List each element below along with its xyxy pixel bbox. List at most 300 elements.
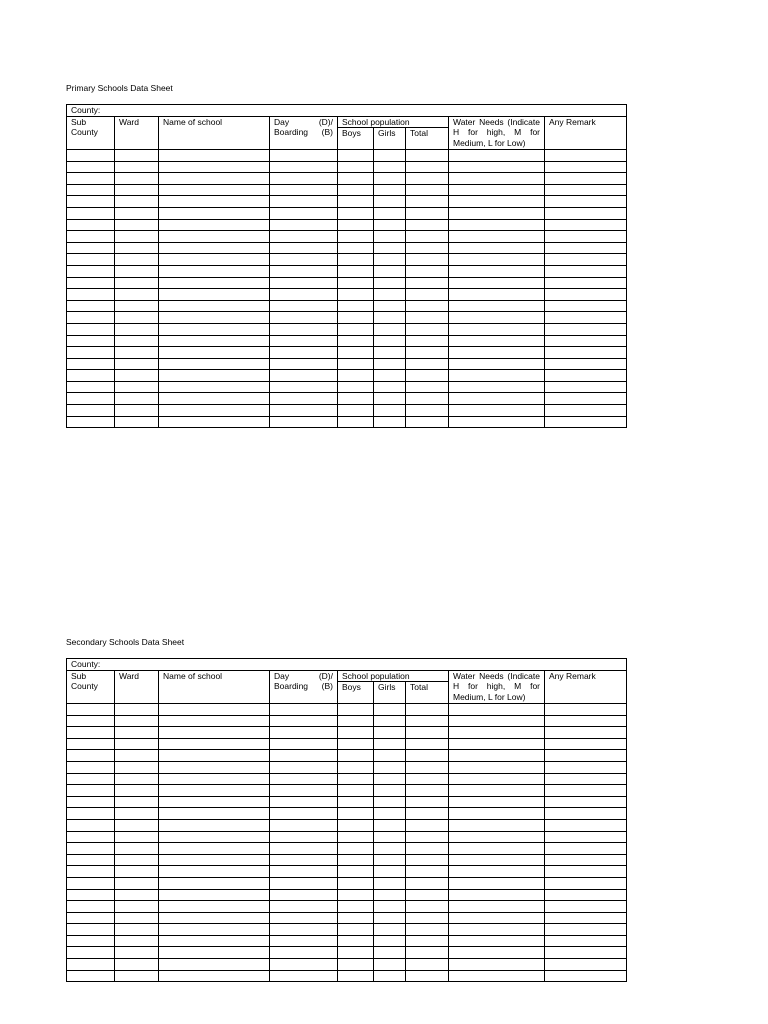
table-cell[interactable] bbox=[374, 970, 406, 982]
table-cell[interactable] bbox=[67, 808, 115, 820]
table-cell[interactable] bbox=[545, 819, 627, 831]
table-cell[interactable] bbox=[338, 773, 374, 785]
table-cell[interactable] bbox=[115, 738, 159, 750]
table-cell[interactable] bbox=[449, 877, 545, 889]
table-cell[interactable] bbox=[270, 877, 338, 889]
table-cell[interactable] bbox=[338, 207, 374, 219]
table-cell[interactable] bbox=[67, 831, 115, 843]
table-cell[interactable] bbox=[338, 219, 374, 231]
table-cell[interactable] bbox=[449, 173, 545, 185]
table-cell[interactable] bbox=[374, 947, 406, 959]
table-cell[interactable] bbox=[374, 393, 406, 405]
table-cell[interactable] bbox=[545, 173, 627, 185]
table-cell[interactable] bbox=[449, 277, 545, 289]
table-cell[interactable] bbox=[159, 150, 270, 162]
table-cell[interactable] bbox=[449, 312, 545, 324]
table-cell[interactable] bbox=[115, 808, 159, 820]
table-cell[interactable] bbox=[374, 843, 406, 855]
table-cell[interactable] bbox=[449, 819, 545, 831]
table-cell[interactable] bbox=[270, 196, 338, 208]
table-cell[interactable] bbox=[449, 970, 545, 982]
table-cell[interactable] bbox=[449, 935, 545, 947]
table-cell[interactable] bbox=[406, 265, 449, 277]
table-cell[interactable] bbox=[270, 347, 338, 359]
table-cell[interactable] bbox=[545, 704, 627, 716]
table-cell[interactable] bbox=[270, 808, 338, 820]
table-cell[interactable] bbox=[374, 912, 406, 924]
table-cell[interactable] bbox=[449, 231, 545, 243]
table-cell[interactable] bbox=[115, 405, 159, 417]
table-cell[interactable] bbox=[338, 912, 374, 924]
table-cell[interactable] bbox=[374, 173, 406, 185]
table-cell[interactable] bbox=[159, 866, 270, 878]
table-cell[interactable] bbox=[338, 819, 374, 831]
table-cell[interactable] bbox=[545, 912, 627, 924]
table-cell[interactable] bbox=[115, 843, 159, 855]
table-cell[interactable] bbox=[545, 843, 627, 855]
table-cell[interactable] bbox=[338, 161, 374, 173]
table-cell[interactable] bbox=[449, 265, 545, 277]
table-cell[interactable] bbox=[374, 335, 406, 347]
table-cell[interactable] bbox=[270, 207, 338, 219]
table-cell[interactable] bbox=[374, 819, 406, 831]
table-cell[interactable] bbox=[159, 831, 270, 843]
table-cell[interactable] bbox=[67, 254, 115, 266]
table-cell[interactable] bbox=[406, 416, 449, 428]
table-cell[interactable] bbox=[159, 161, 270, 173]
table-cell[interactable] bbox=[449, 335, 545, 347]
table-cell[interactable] bbox=[338, 381, 374, 393]
table-cell[interactable] bbox=[115, 761, 159, 773]
table-cell[interactable] bbox=[406, 381, 449, 393]
table-cell[interactable] bbox=[545, 265, 627, 277]
table-cell[interactable] bbox=[338, 866, 374, 878]
table-cell[interactable] bbox=[67, 796, 115, 808]
table-cell[interactable] bbox=[449, 924, 545, 936]
table-cell[interactable] bbox=[406, 312, 449, 324]
table-cell[interactable] bbox=[115, 184, 159, 196]
table-cell[interactable] bbox=[159, 889, 270, 901]
table-cell[interactable] bbox=[159, 254, 270, 266]
table-cell[interactable] bbox=[545, 335, 627, 347]
table-cell[interactable] bbox=[270, 901, 338, 913]
table-cell[interactable] bbox=[159, 184, 270, 196]
table-cell[interactable] bbox=[270, 300, 338, 312]
table-cell[interactable] bbox=[374, 196, 406, 208]
table-cell[interactable] bbox=[338, 704, 374, 716]
table-cell[interactable] bbox=[374, 924, 406, 936]
table-cell[interactable] bbox=[115, 947, 159, 959]
table-cell[interactable] bbox=[406, 866, 449, 878]
table-cell[interactable] bbox=[159, 901, 270, 913]
table-cell[interactable] bbox=[338, 831, 374, 843]
table-cell[interactable] bbox=[338, 196, 374, 208]
table-cell[interactable] bbox=[374, 405, 406, 417]
table-cell[interactable] bbox=[338, 738, 374, 750]
table-cell[interactable] bbox=[374, 854, 406, 866]
table-cell[interactable] bbox=[270, 750, 338, 762]
table-cell[interactable] bbox=[159, 242, 270, 254]
table-cell[interactable] bbox=[545, 277, 627, 289]
table-cell[interactable] bbox=[270, 161, 338, 173]
table-cell[interactable] bbox=[115, 831, 159, 843]
table-cell[interactable] bbox=[338, 877, 374, 889]
table-cell[interactable] bbox=[449, 843, 545, 855]
table-cell[interactable] bbox=[159, 970, 270, 982]
table-cell[interactable] bbox=[449, 750, 545, 762]
table-cell[interactable] bbox=[338, 901, 374, 913]
table-cell[interactable] bbox=[449, 785, 545, 797]
table-cell[interactable] bbox=[115, 901, 159, 913]
table-cell[interactable] bbox=[270, 819, 338, 831]
table-cell[interactable] bbox=[338, 715, 374, 727]
table-cell[interactable] bbox=[374, 161, 406, 173]
table-cell[interactable] bbox=[406, 889, 449, 901]
table-cell[interactable] bbox=[67, 196, 115, 208]
table-cell[interactable] bbox=[449, 370, 545, 382]
table-cell[interactable] bbox=[67, 959, 115, 971]
table-cell[interactable] bbox=[67, 150, 115, 162]
table-cell[interactable] bbox=[159, 843, 270, 855]
table-cell[interactable] bbox=[449, 161, 545, 173]
table-cell[interactable] bbox=[159, 959, 270, 971]
table-cell[interactable] bbox=[115, 866, 159, 878]
table-cell[interactable] bbox=[67, 161, 115, 173]
table-cell[interactable] bbox=[374, 381, 406, 393]
table-cell[interactable] bbox=[159, 704, 270, 716]
table-cell[interactable] bbox=[545, 370, 627, 382]
table-cell[interactable] bbox=[115, 173, 159, 185]
table-cell[interactable] bbox=[338, 150, 374, 162]
table-cell[interactable] bbox=[338, 254, 374, 266]
table-cell[interactable] bbox=[406, 808, 449, 820]
table-cell[interactable] bbox=[545, 416, 627, 428]
table-cell[interactable] bbox=[159, 854, 270, 866]
table-cell[interactable] bbox=[406, 173, 449, 185]
table-cell[interactable] bbox=[406, 323, 449, 335]
table-cell[interactable] bbox=[270, 912, 338, 924]
table-cell[interactable] bbox=[338, 796, 374, 808]
table-cell[interactable] bbox=[270, 715, 338, 727]
table-cell[interactable] bbox=[449, 889, 545, 901]
table-cell[interactable] bbox=[545, 405, 627, 417]
table-cell[interactable] bbox=[545, 347, 627, 359]
table-cell[interactable] bbox=[159, 300, 270, 312]
table-cell[interactable] bbox=[449, 715, 545, 727]
table-cell[interactable] bbox=[545, 854, 627, 866]
table-cell[interactable] bbox=[115, 323, 159, 335]
table-cell[interactable] bbox=[406, 405, 449, 417]
table-cell[interactable] bbox=[406, 335, 449, 347]
table-cell[interactable] bbox=[159, 231, 270, 243]
table-cell[interactable] bbox=[406, 901, 449, 913]
table-cell[interactable] bbox=[449, 347, 545, 359]
table-cell[interactable] bbox=[115, 300, 159, 312]
table-cell[interactable] bbox=[67, 715, 115, 727]
table-cell[interactable] bbox=[159, 347, 270, 359]
table-cell[interactable] bbox=[270, 323, 338, 335]
table-cell[interactable] bbox=[338, 947, 374, 959]
table-cell[interactable] bbox=[406, 231, 449, 243]
table-cell[interactable] bbox=[449, 323, 545, 335]
table-cell[interactable] bbox=[545, 715, 627, 727]
table-cell[interactable] bbox=[115, 877, 159, 889]
table-cell[interactable] bbox=[374, 959, 406, 971]
table-cell[interactable] bbox=[338, 265, 374, 277]
table-cell[interactable] bbox=[374, 738, 406, 750]
table-cell[interactable] bbox=[374, 866, 406, 878]
table-cell[interactable] bbox=[545, 959, 627, 971]
table-cell[interactable] bbox=[115, 219, 159, 231]
table-cell[interactable] bbox=[115, 704, 159, 716]
table-cell[interactable] bbox=[115, 393, 159, 405]
table-cell[interactable] bbox=[374, 831, 406, 843]
table-cell[interactable] bbox=[67, 323, 115, 335]
table-cell[interactable] bbox=[270, 150, 338, 162]
table-cell[interactable] bbox=[115, 727, 159, 739]
table-cell[interactable] bbox=[115, 265, 159, 277]
table-cell[interactable] bbox=[545, 877, 627, 889]
table-cell[interactable] bbox=[67, 335, 115, 347]
table-cell[interactable] bbox=[406, 738, 449, 750]
table-cell[interactable] bbox=[270, 265, 338, 277]
table-cell[interactable] bbox=[67, 219, 115, 231]
table-cell[interactable] bbox=[338, 761, 374, 773]
table-cell[interactable] bbox=[270, 761, 338, 773]
table-cell[interactable] bbox=[545, 785, 627, 797]
table-cell[interactable] bbox=[270, 242, 338, 254]
table-cell[interactable] bbox=[449, 184, 545, 196]
table-cell[interactable] bbox=[115, 750, 159, 762]
table-cell[interactable] bbox=[406, 715, 449, 727]
table-cell[interactable] bbox=[67, 889, 115, 901]
table-cell[interactable] bbox=[338, 347, 374, 359]
table-cell[interactable] bbox=[115, 889, 159, 901]
table-cell[interactable] bbox=[115, 289, 159, 301]
table-cell[interactable] bbox=[338, 231, 374, 243]
table-cell[interactable] bbox=[449, 947, 545, 959]
table-cell[interactable] bbox=[115, 773, 159, 785]
table-cell[interactable] bbox=[338, 854, 374, 866]
table-cell[interactable] bbox=[374, 704, 406, 716]
table-cell[interactable] bbox=[545, 323, 627, 335]
table-cell[interactable] bbox=[406, 843, 449, 855]
table-cell[interactable] bbox=[374, 300, 406, 312]
table-cell[interactable] bbox=[338, 300, 374, 312]
table-cell[interactable] bbox=[67, 370, 115, 382]
table-cell[interactable] bbox=[338, 242, 374, 254]
table-cell[interactable] bbox=[374, 416, 406, 428]
table-cell[interactable] bbox=[545, 161, 627, 173]
table-cell[interactable] bbox=[338, 843, 374, 855]
table-cell[interactable] bbox=[406, 785, 449, 797]
table-cell[interactable] bbox=[374, 750, 406, 762]
table-cell[interactable] bbox=[406, 150, 449, 162]
table-cell[interactable] bbox=[545, 300, 627, 312]
table-cell[interactable] bbox=[67, 289, 115, 301]
table-cell[interactable] bbox=[159, 173, 270, 185]
table-cell[interactable] bbox=[159, 785, 270, 797]
table-cell[interactable] bbox=[159, 393, 270, 405]
table-cell[interactable] bbox=[159, 265, 270, 277]
table-cell[interactable] bbox=[67, 819, 115, 831]
table-cell[interactable] bbox=[115, 335, 159, 347]
table-cell[interactable] bbox=[406, 947, 449, 959]
table-cell[interactable] bbox=[115, 924, 159, 936]
table-cell[interactable] bbox=[374, 370, 406, 382]
table-cell[interactable] bbox=[374, 358, 406, 370]
table-cell[interactable] bbox=[545, 796, 627, 808]
table-cell[interactable] bbox=[67, 935, 115, 947]
table-cell[interactable] bbox=[406, 347, 449, 359]
table-cell[interactable] bbox=[374, 773, 406, 785]
table-cell[interactable] bbox=[338, 184, 374, 196]
table-cell[interactable] bbox=[67, 312, 115, 324]
table-cell[interactable] bbox=[338, 959, 374, 971]
table-cell[interactable] bbox=[449, 254, 545, 266]
table-cell[interactable] bbox=[374, 808, 406, 820]
table-cell[interactable] bbox=[374, 219, 406, 231]
table-cell[interactable] bbox=[338, 889, 374, 901]
table-cell[interactable] bbox=[406, 358, 449, 370]
table-cell[interactable] bbox=[374, 277, 406, 289]
table-cell[interactable] bbox=[115, 347, 159, 359]
table-cell[interactable] bbox=[159, 924, 270, 936]
table-cell[interactable] bbox=[449, 808, 545, 820]
table-cell[interactable] bbox=[449, 242, 545, 254]
table-cell[interactable] bbox=[338, 970, 374, 982]
table-cell[interactable] bbox=[449, 761, 545, 773]
table-cell[interactable] bbox=[406, 854, 449, 866]
table-cell[interactable] bbox=[374, 184, 406, 196]
table-cell[interactable] bbox=[338, 289, 374, 301]
table-cell[interactable] bbox=[159, 877, 270, 889]
table-cell[interactable] bbox=[545, 381, 627, 393]
table-cell[interactable] bbox=[545, 289, 627, 301]
table-cell[interactable] bbox=[406, 704, 449, 716]
table-cell[interactable] bbox=[449, 727, 545, 739]
table-cell[interactable] bbox=[270, 704, 338, 716]
table-cell[interactable] bbox=[406, 819, 449, 831]
table-cell[interactable] bbox=[270, 335, 338, 347]
table-cell[interactable] bbox=[159, 323, 270, 335]
table-cell[interactable] bbox=[270, 843, 338, 855]
table-cell[interactable] bbox=[67, 866, 115, 878]
table-cell[interactable] bbox=[406, 254, 449, 266]
table-cell[interactable] bbox=[545, 889, 627, 901]
table-cell[interactable] bbox=[449, 959, 545, 971]
table-cell[interactable] bbox=[159, 808, 270, 820]
table-cell[interactable] bbox=[67, 381, 115, 393]
table-cell[interactable] bbox=[270, 370, 338, 382]
table-cell[interactable] bbox=[159, 219, 270, 231]
table-cell[interactable] bbox=[338, 323, 374, 335]
table-cell[interactable] bbox=[545, 393, 627, 405]
table-cell[interactable] bbox=[67, 265, 115, 277]
table-cell[interactable] bbox=[374, 323, 406, 335]
table-cell[interactable] bbox=[545, 901, 627, 913]
table-cell[interactable] bbox=[67, 912, 115, 924]
table-cell[interactable] bbox=[67, 854, 115, 866]
table-cell[interactable] bbox=[374, 727, 406, 739]
table-cell[interactable] bbox=[449, 150, 545, 162]
table-cell[interactable] bbox=[374, 265, 406, 277]
table-cell[interactable] bbox=[67, 277, 115, 289]
table-cell[interactable] bbox=[67, 901, 115, 913]
table-cell[interactable] bbox=[115, 935, 159, 947]
table-cell[interactable] bbox=[406, 935, 449, 947]
table-cell[interactable] bbox=[67, 405, 115, 417]
table-cell[interactable] bbox=[406, 750, 449, 762]
table-cell[interactable] bbox=[159, 405, 270, 417]
table-cell[interactable] bbox=[374, 254, 406, 266]
table-cell[interactable] bbox=[159, 416, 270, 428]
table-cell[interactable] bbox=[374, 889, 406, 901]
table-cell[interactable] bbox=[270, 773, 338, 785]
table-cell[interactable] bbox=[115, 358, 159, 370]
table-cell[interactable] bbox=[338, 173, 374, 185]
table-cell[interactable] bbox=[159, 196, 270, 208]
table-cell[interactable] bbox=[338, 277, 374, 289]
table-cell[interactable] bbox=[115, 312, 159, 324]
table-cell[interactable] bbox=[374, 877, 406, 889]
table-cell[interactable] bbox=[406, 761, 449, 773]
table-cell[interactable] bbox=[270, 924, 338, 936]
table-cell[interactable] bbox=[67, 970, 115, 982]
table-cell[interactable] bbox=[115, 416, 159, 428]
table-cell[interactable] bbox=[270, 254, 338, 266]
table-cell[interactable] bbox=[270, 184, 338, 196]
table-cell[interactable] bbox=[159, 819, 270, 831]
table-cell[interactable] bbox=[67, 773, 115, 785]
table-cell[interactable] bbox=[159, 947, 270, 959]
table-cell[interactable] bbox=[270, 416, 338, 428]
table-cell[interactable] bbox=[449, 416, 545, 428]
table-cell[interactable] bbox=[545, 935, 627, 947]
table-cell[interactable] bbox=[115, 150, 159, 162]
table-cell[interactable] bbox=[406, 773, 449, 785]
table-cell[interactable] bbox=[67, 704, 115, 716]
table-cell[interactable] bbox=[270, 312, 338, 324]
table-cell[interactable] bbox=[67, 947, 115, 959]
table-cell[interactable] bbox=[270, 947, 338, 959]
table-cell[interactable] bbox=[449, 300, 545, 312]
table-cell[interactable] bbox=[67, 242, 115, 254]
table-cell[interactable] bbox=[406, 912, 449, 924]
table-cell[interactable] bbox=[374, 242, 406, 254]
table-cell[interactable] bbox=[67, 347, 115, 359]
table-cell[interactable] bbox=[374, 935, 406, 947]
table-cell[interactable] bbox=[406, 831, 449, 843]
table-cell[interactable] bbox=[406, 289, 449, 301]
table-cell[interactable] bbox=[338, 335, 374, 347]
table-cell[interactable] bbox=[406, 370, 449, 382]
table-cell[interactable] bbox=[374, 150, 406, 162]
table-cell[interactable] bbox=[545, 184, 627, 196]
table-cell[interactable] bbox=[338, 405, 374, 417]
table-cell[interactable] bbox=[449, 854, 545, 866]
table-cell[interactable] bbox=[338, 370, 374, 382]
table-cell[interactable] bbox=[115, 381, 159, 393]
table-cell[interactable] bbox=[449, 831, 545, 843]
table-cell[interactable] bbox=[115, 254, 159, 266]
table-cell[interactable] bbox=[545, 924, 627, 936]
table-cell[interactable] bbox=[338, 785, 374, 797]
table-cell[interactable] bbox=[67, 416, 115, 428]
table-cell[interactable] bbox=[545, 761, 627, 773]
table-cell[interactable] bbox=[406, 877, 449, 889]
table-cell[interactable] bbox=[67, 207, 115, 219]
